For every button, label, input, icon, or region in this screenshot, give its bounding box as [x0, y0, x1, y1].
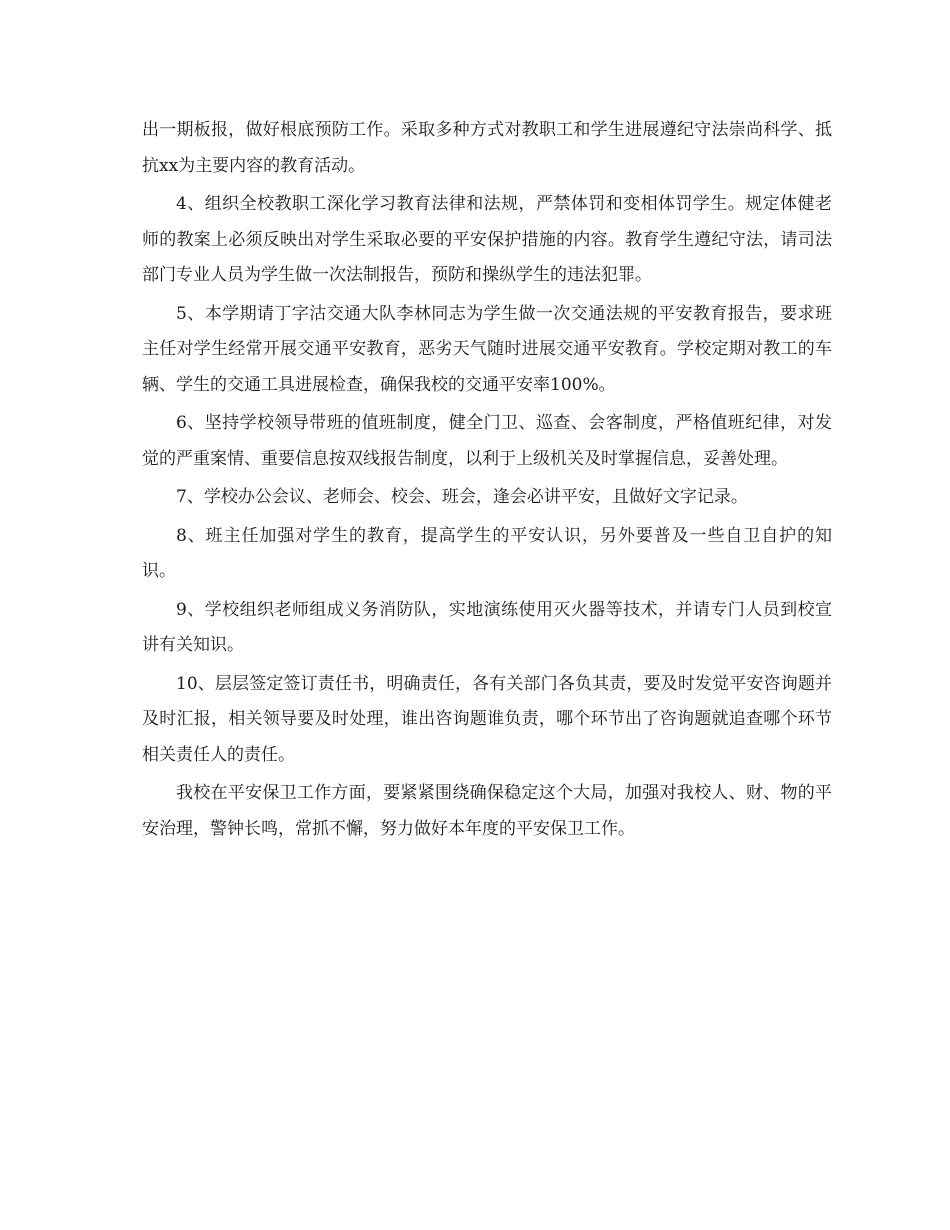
paragraph-item-7: 7、学校办公会议、老师会、校会、班会，逢会必讲平安，且做好文字记录。 [176, 487, 748, 507]
paragraph-continuation: 出一期板报，做好根底预防工作。采取多种方式对教职工和学生进展遵纪守法崇尚科学、抵抗xx为主要内容的教育活动。 [142, 120, 832, 176]
paragraph-item-6: 6、坚持学校领导带班的值班制度，健全门卫、巡查、会客制度，严格值班纪律，对发觉的严重案情、重要信息按双线报告制度，以利于上级机关及时掌握信息，妥善处理。 [142, 413, 832, 469]
paragraph-item-9: 9、学校组织老师组成义务消防队，实地演练使用灭火器等技术，并请专门人员到校宣讲有关知识。 [142, 599, 832, 655]
paragraph-item-10: 10、层层签定签订责任书，明确责任，各有关部门各负其责，要及时发觉平安咨询题并及时汇报，相关领导要及时处理，谁出咨询题谁负责，哪个环节出了咨询题就追查哪个环节相关责任人的责任。 [142, 673, 832, 765]
paragraph-item-4: 4、组织全校教职工深化学习教育法律和法规，严禁体罚和变相体罚学生。规定体健老师的教案上必须反映出对学生采取必要的平安保护措施的内容。教育学生遵纪守法，请司法部门专业人员为学生做一次法制报告，预防和操纵学生的违法犯罪。 [142, 194, 832, 285]
paragraph-item-5: 5、本学期请丁字沽交通大队李林同志为学生做一次交通法规的平安教育报告，要求班主任对学生经常开展交通平安教育，恶劣天气随时进展交通平安教育。学校定期对教工的车辆、学生的交通工具进展检查，确保我校的交通平安率100%。 [142, 303, 832, 395]
paragraph-conclusion: 我校在平安保卫工作方面，要紧紧围绕确保稳定这个大局，加强对我校人、财、物的平安治理，警钟长鸣，常抓不懈，努力做好本年度的平安保卫工作。 [142, 783, 832, 839]
document-body [142, 113, 832, 850]
paragraph-item-8: 8、班主任加强对学生的教育，提高学生的平安认识，另外要普及一些自卫自护的知识。 [142, 525, 832, 581]
